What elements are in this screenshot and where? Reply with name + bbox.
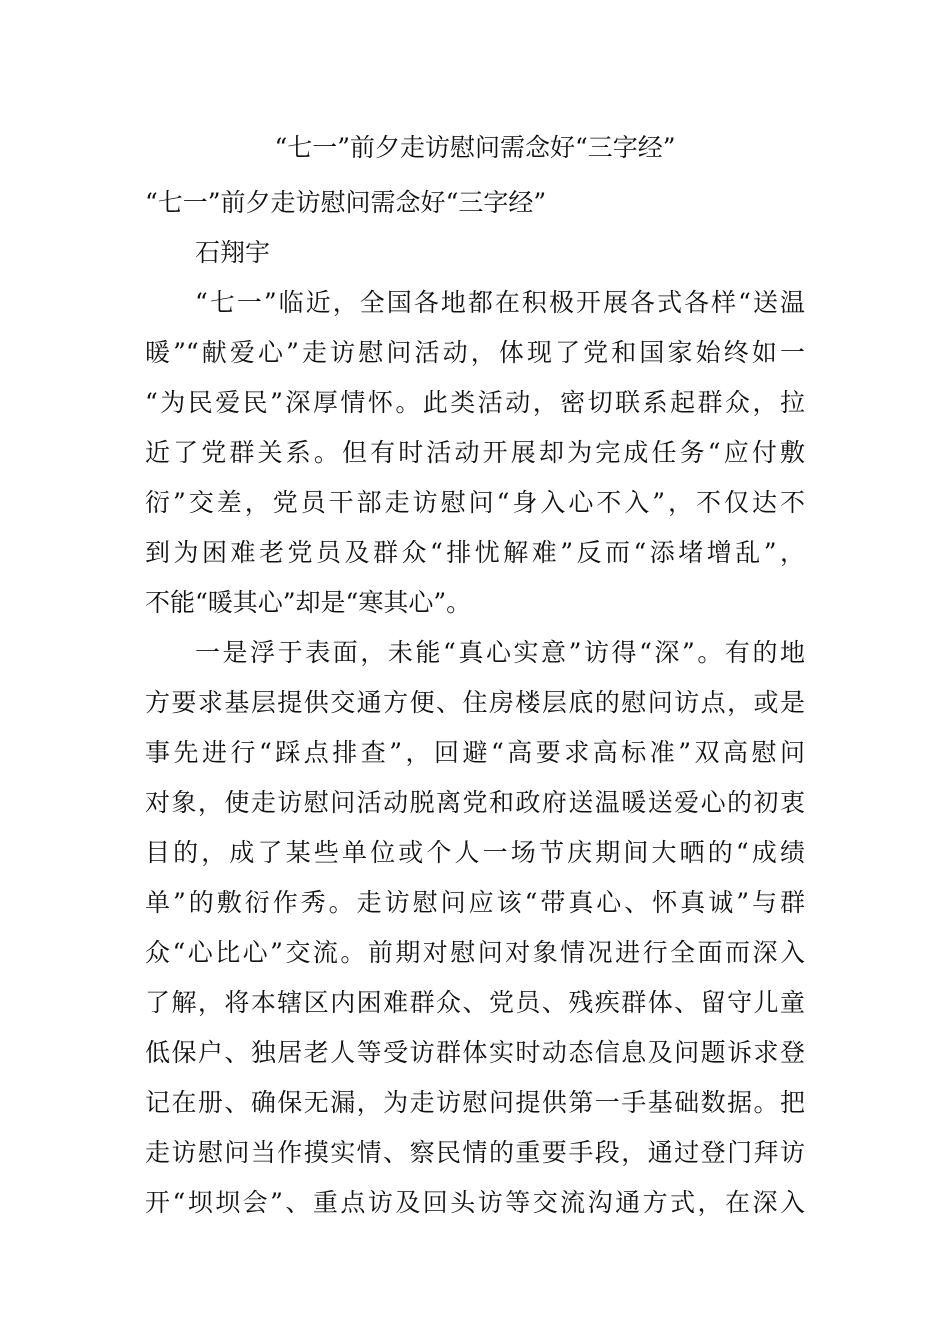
paragraph-line: 了解，将本辖区内困难群众、党员、残疾群体、留守儿童 xyxy=(145,988,805,1017)
paragraph-line: 目的，成了某些单位或个人一场节庆期间大晒的“成绩 xyxy=(145,838,805,867)
paragraph-line: “为民爱民”深厚情怀。此类活动，密切联系起群众，拉 xyxy=(145,388,805,417)
paragraph-line: 近了党群关系。但有时活动开展却为完成任务“应付敷 xyxy=(145,438,805,467)
paragraph-line: 方要求基层提供交通方便、住房楼层底的慰问访点，或是 xyxy=(145,688,805,717)
author-name: 石翔宇 xyxy=(195,238,271,267)
paragraph-line: 开“坝坝会”、重点访及回头访等交流沟通方式，在深入 xyxy=(145,1188,805,1217)
document-body xyxy=(145,178,805,1228)
subtitle-line: “七一”前夕走访慰问需念好“三字经” xyxy=(145,188,547,217)
paragraph-line: 事先进行“踩点排查”，回避“高要求高标准”双高慰问 xyxy=(145,738,805,767)
paragraph-line: 记在册、确保无漏，为走访慰问提供第一手基础数据。把 xyxy=(145,1088,805,1117)
paragraph-line: “七一”临近，全国各地都在积极开展各式各样“送温 xyxy=(195,288,805,317)
paragraph-line: 一是浮于表面，未能“真心实意”访得“深”。有的地 xyxy=(195,638,805,667)
paragraph-line: 衍”交差，党员干部走访慰问“身入心不入”，不仅达不 xyxy=(145,488,805,517)
paragraph-line: 对象，使走访慰问活动脱离党和政府送温暖送爱心的初衷 xyxy=(145,788,805,817)
document-title: “七一”前夕走访慰问需念好“三字经” xyxy=(274,133,676,162)
paragraph-line: 低保户、独居老人等受访群体实时动态信息及问题诉求登 xyxy=(145,1038,805,1067)
paragraph-line: 众“心比心”交流。前期对慰问对象情况进行全面而深入 xyxy=(145,938,805,967)
paragraph-line: 暖”“献爱心”走访慰问活动，体现了党和国家始终如一 xyxy=(145,338,805,367)
paragraph-line: 单”的敷衍作秀。走访慰问应该“带真心、怀真诚”与群 xyxy=(145,888,805,917)
paragraph-line: 走访慰问当作摸实情、察民情的重要手段，通过登门拜访 xyxy=(145,1138,805,1167)
paragraph-line: 不能“暖其心”却是“寒其心”。 xyxy=(145,588,472,617)
paragraph-line: 到为困难老党员及群众“排忧解难”反而“添堵增乱”， xyxy=(145,538,805,567)
